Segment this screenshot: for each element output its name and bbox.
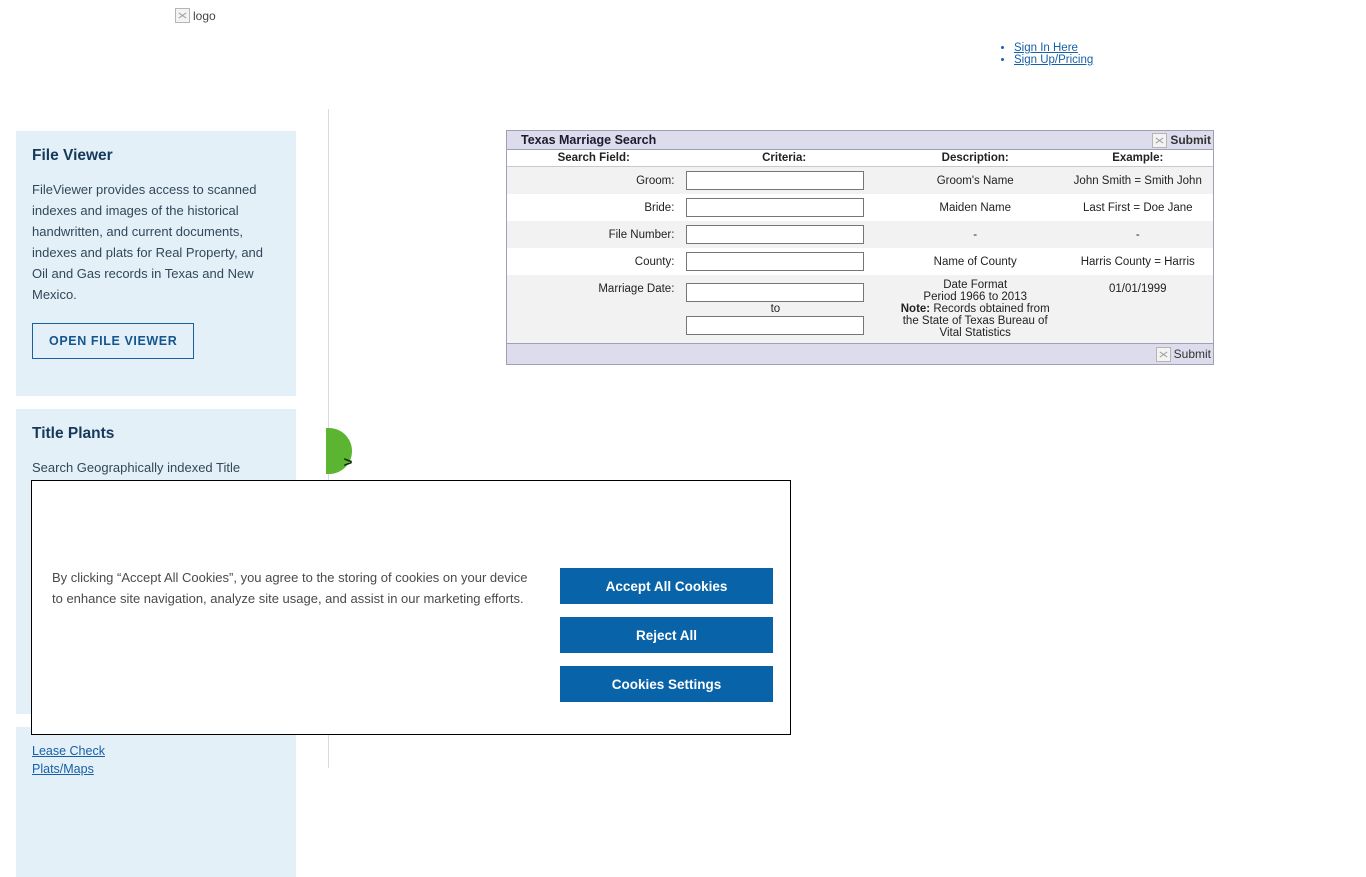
marriage-date-to-input[interactable] — [686, 316, 864, 335]
field-cell — [680, 275, 887, 343]
panel-resource-links — [16, 727, 296, 877]
cookie-consent-buttons — [560, 568, 773, 715]
panel-body-text: FileViewer provides access to scanned indexes and images of the historical handwritten, and current documents, indexes and plats for Real Property, and Oil and Gas records in Texas and New Mexico. — [32, 182, 264, 302]
list-item[interactable] — [1014, 54, 1093, 66]
submit-button-bottom[interactable] — [1156, 347, 1213, 362]
field-label-file-number: File Number: — [507, 221, 680, 248]
sign-up-pricing-link[interactable]: Sign Up/Pricing — [1014, 54, 1094, 66]
field-cell — [680, 194, 887, 221]
field-label-groom: Groom: — [507, 167, 680, 195]
table-row — [507, 167, 1213, 195]
field-example: Harris County = Harris — [1063, 248, 1213, 275]
column-header-criteria: Criteria: — [680, 150, 887, 167]
column-header-example: Example: — [1063, 150, 1213, 167]
date-period-label: Period 1966 to 2013 — [923, 291, 1027, 303]
field-description: Groom's Name — [888, 167, 1063, 195]
resource-links-list — [32, 743, 280, 776]
submit-alt-text: Submit — [1173, 347, 1211, 361]
table-header-row — [507, 150, 1213, 167]
table-row — [507, 221, 1213, 248]
field-example: John Smith = Smith John — [1063, 167, 1213, 195]
field-cell — [680, 248, 887, 275]
chevron-right-icon: > — [343, 453, 353, 471]
reject-all-button[interactable]: Reject All — [560, 617, 773, 653]
broken-image-icon — [175, 8, 190, 23]
sign-in-link[interactable]: Sign In Here — [1014, 42, 1078, 54]
search-fields-table — [507, 150, 1213, 343]
plats-maps-link[interactable]: Plats/Maps — [32, 762, 94, 776]
table-row — [507, 248, 1213, 275]
file-number-input[interactable] — [686, 225, 864, 244]
list-item[interactable] — [1014, 42, 1093, 54]
field-cell — [680, 221, 887, 248]
column-header-description: Description: — [888, 150, 1063, 167]
lease-check-link[interactable]: Lease Check — [32, 744, 105, 758]
field-label-marriage-date: Marriage Date: — [507, 275, 680, 343]
county-input[interactable] — [686, 252, 864, 271]
date-note-text — [894, 303, 1057, 339]
submit-button-top[interactable] — [1152, 133, 1213, 148]
note-body: Records obtained from the State of Texas Bureau of Vital Statistics — [902, 303, 1050, 339]
list-item[interactable] — [32, 743, 280, 758]
table-row — [507, 194, 1213, 221]
search-form-title: Texas Marriage Search — [521, 133, 657, 147]
broken-image-icon — [1152, 133, 1167, 148]
cookie-consent-banner — [31, 480, 791, 735]
field-label-county: County: — [507, 248, 680, 275]
submit-alt-text: Submit — [1170, 133, 1211, 147]
field-description-date — [888, 275, 1063, 343]
field-cell — [680, 167, 887, 195]
texas-marriage-search-form — [506, 130, 1214, 365]
field-label-bride: Bride: — [507, 194, 680, 221]
site-logo[interactable] — [175, 8, 216, 23]
date-format-label: Date Format — [943, 279, 1008, 291]
bride-input[interactable] — [686, 198, 864, 217]
marriage-date-from-input[interactable] — [686, 283, 864, 302]
logo-alt-text: logo — [193, 8, 216, 23]
column-header-field: Search Field: — [507, 150, 680, 167]
sidebar-expand-tab[interactable] — [326, 428, 352, 474]
table-row-marriage-date — [507, 275, 1213, 343]
groom-input[interactable] — [686, 171, 864, 190]
search-form-header — [507, 131, 1213, 150]
panel-body-text: Search Geographically indexed Title — [32, 460, 241, 475]
note-label: Note: — [900, 303, 931, 315]
field-description: - — [888, 221, 1063, 248]
list-item[interactable] — [32, 761, 280, 776]
field-description: Maiden Name — [888, 194, 1063, 221]
date-range-to-label: to — [770, 303, 781, 315]
panel-title: File Viewer — [32, 147, 113, 164]
account-links-list — [1000, 42, 1093, 66]
field-example: Last First = Doe Jane — [1063, 194, 1213, 221]
search-form-footer — [507, 343, 1213, 364]
accept-all-cookies-button[interactable]: Accept All Cookies — [560, 568, 773, 604]
broken-image-icon — [1156, 347, 1171, 362]
cookie-consent-text: By clicking “Accept All Cookies”, you agree to the storing of cookies on your device to enhance site navigation, analyze site usage, and assist in our marketing efforts. — [52, 570, 528, 606]
panel-title: Title Plants — [32, 425, 115, 442]
field-description: Name of County — [888, 248, 1063, 275]
field-example: - — [1063, 221, 1213, 248]
field-example-date: 01/01/1999 — [1063, 275, 1213, 343]
open-file-viewer-button[interactable]: OPEN FILE VIEWER — [32, 323, 194, 359]
cookies-settings-button[interactable]: Cookies Settings — [560, 666, 773, 702]
panel-file-viewer — [16, 131, 296, 396]
